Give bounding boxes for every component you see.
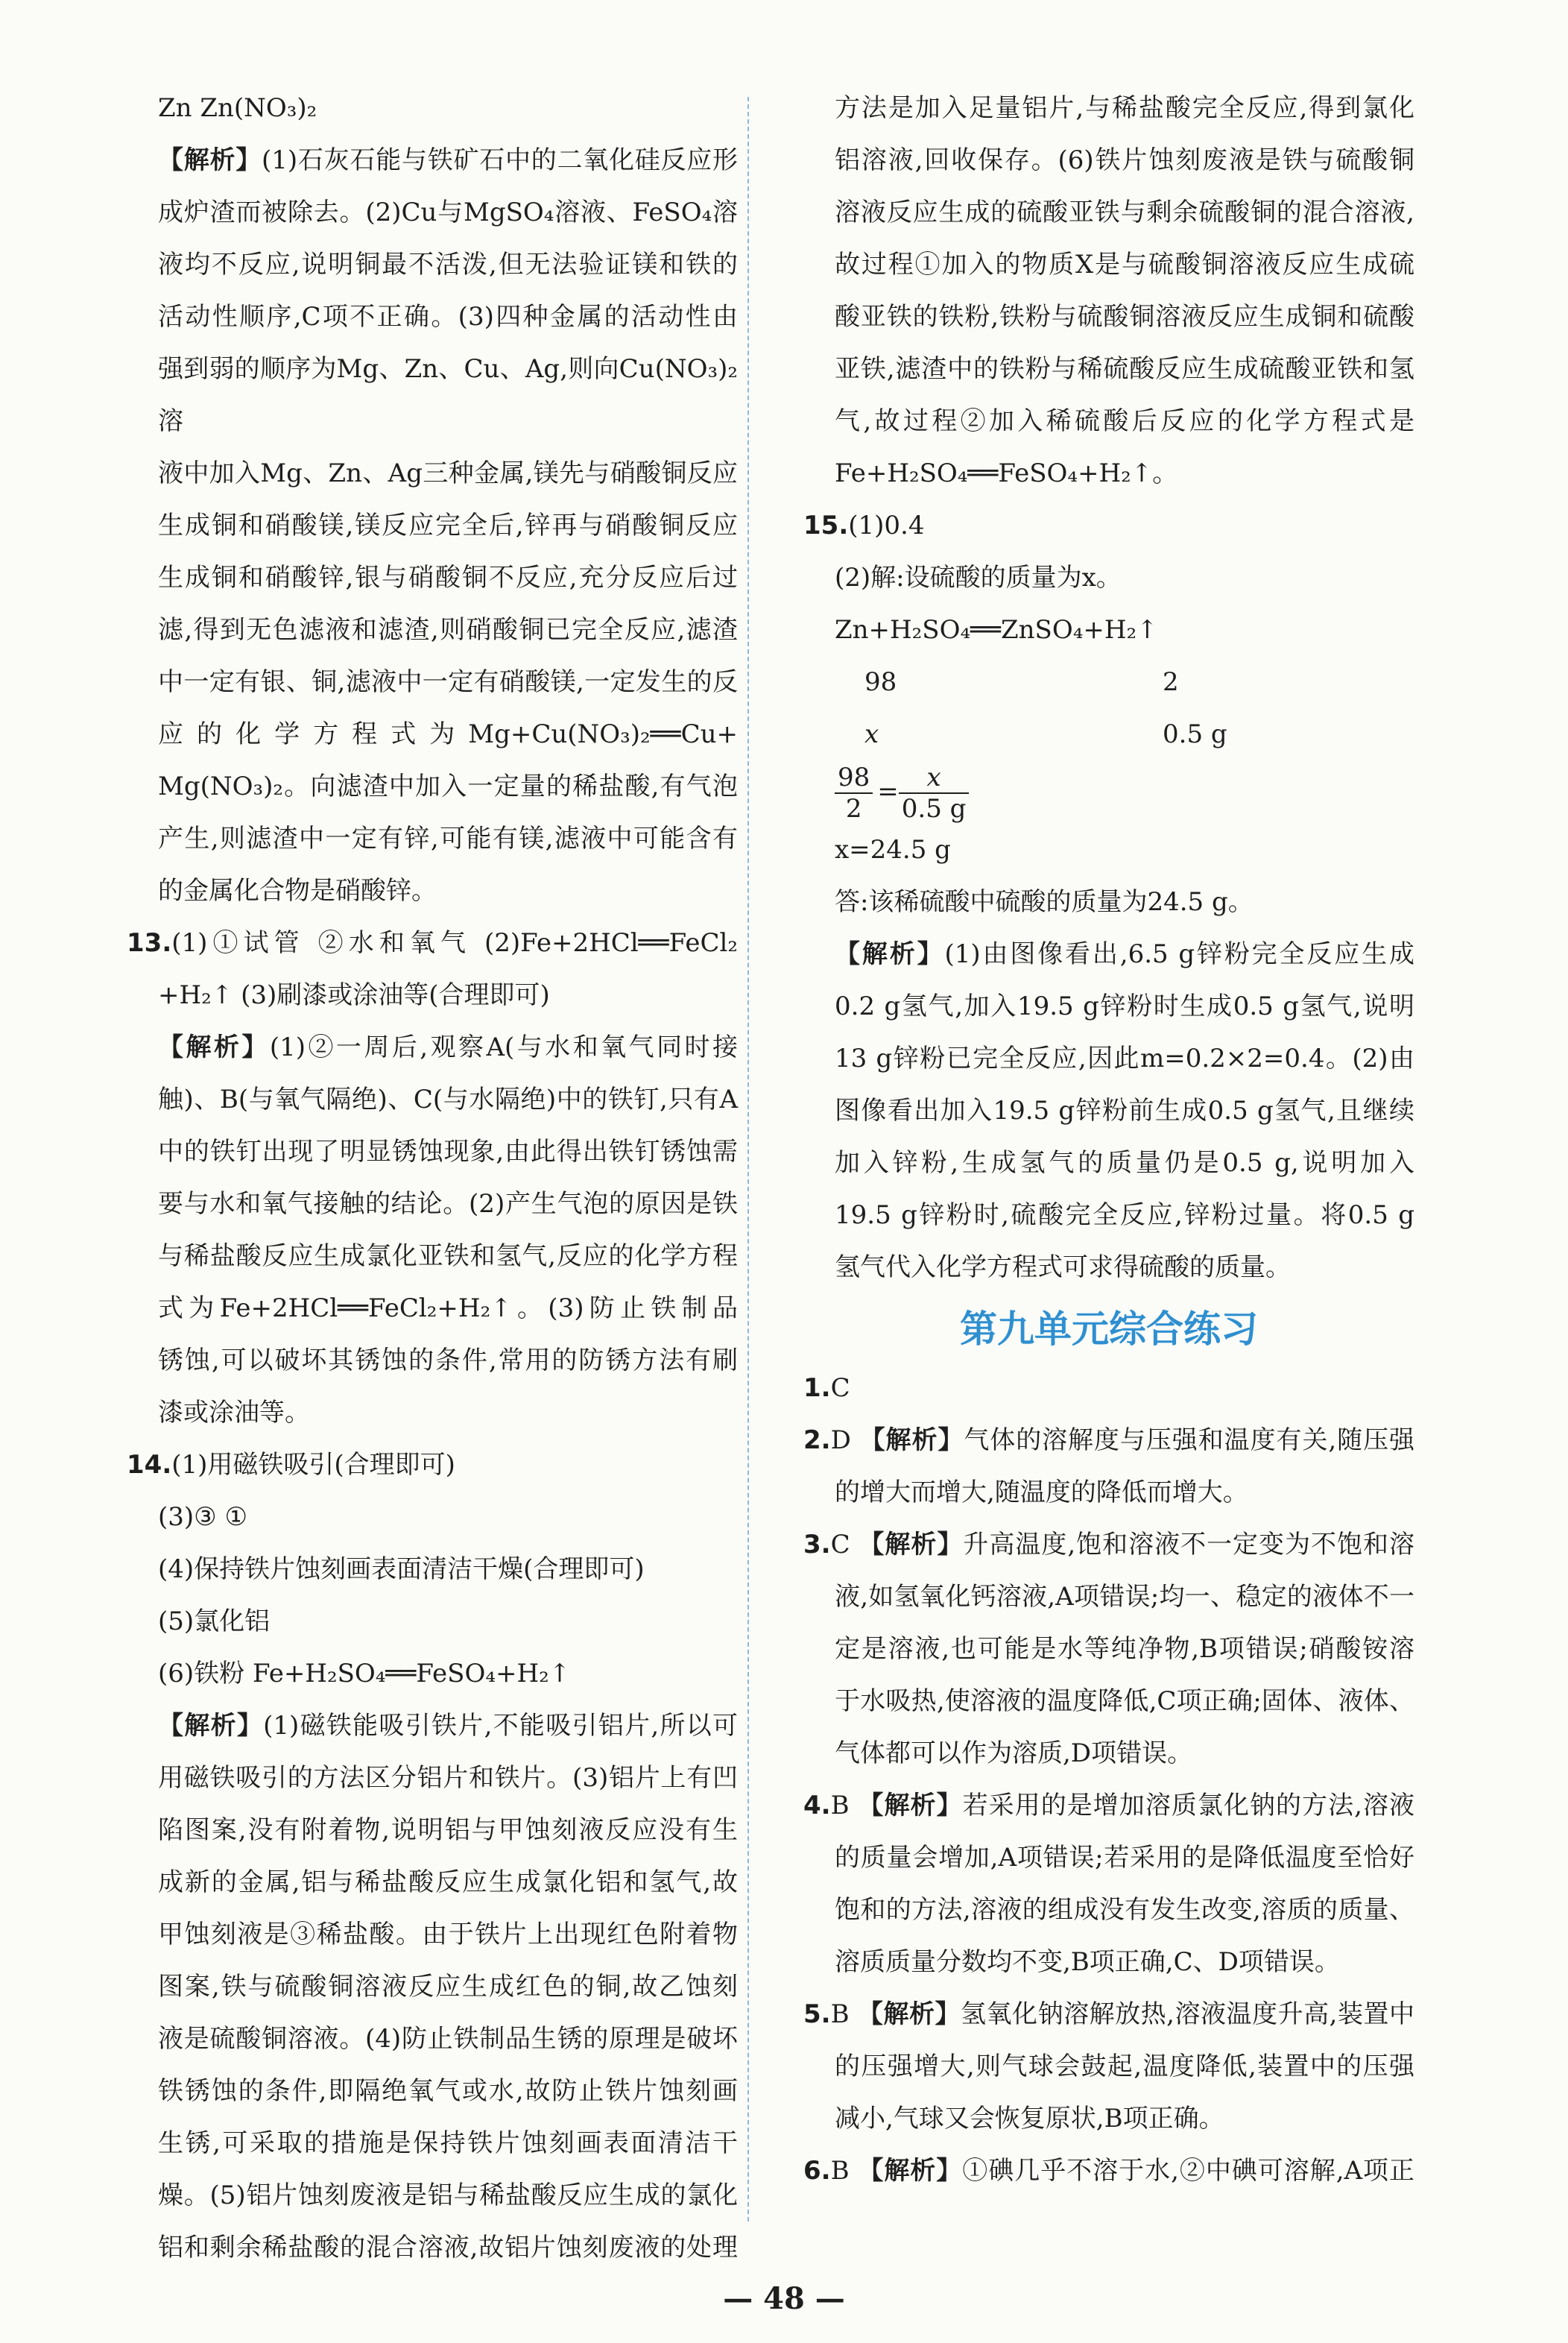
text-line [803, 1936, 1414, 1988]
line-text: (1)由图像看出,6.5 g锌粉完全反应生成 [944, 939, 1414, 969]
text-line [803, 1884, 1414, 1936]
text-line [127, 239, 738, 291]
analysis-tag: 【解析】 [857, 1999, 961, 2029]
text-line [803, 1832, 1414, 1884]
text-line [127, 552, 738, 604]
line-text: B [830, 1791, 859, 1820]
right-bottom-block [803, 1362, 1414, 2197]
line-text: Mg(NO₃)₂。向滤渣中加入一定量的稀盐酸,有气泡 [158, 772, 738, 801]
text-line [803, 1623, 1414, 1675]
proportion-equation: $\frac{98}{2}$ = $\frac{x}{0.5 g}$ [803, 760, 1414, 824]
text-line [803, 2093, 1414, 2145]
text-line [803, 1362, 1414, 1414]
text-line [803, 1675, 1414, 1727]
analysis-tag: 【解析】 [835, 939, 945, 969]
line-text: 的金属化合物是硝酸锌。 [158, 876, 437, 906]
line-text: 气,故过程②加入稀硫酸后反应的化学方程式是 [835, 406, 1414, 436]
text-line [803, 1571, 1414, 1623]
line-text: ①碘几乎不溶于水,②中碘可溶解,A项正 [962, 2156, 1415, 2186]
text-line [803, 239, 1414, 291]
text-line [803, 1189, 1414, 1241]
eq-value-0-5g: 0.5 g [1163, 719, 1227, 749]
line-text: 加入锌粉,生成氢气的质量仍是0.5 g,说明加入 [835, 1148, 1414, 1178]
line-text: 活动性顺序,C项不正确。(3)四种金属的活动性由 [158, 302, 738, 332]
line-text: D [830, 1425, 860, 1455]
text-line [127, 2013, 738, 2065]
line-text: (4)保持铁片蚀刻画表面清洁干燥(合理即可) [158, 1554, 645, 1584]
line-text: 强到弱的顺序为Mg、Zn、Cu、Ag,则向Cu(NO₃)₂溶 [158, 354, 738, 436]
question-number: 2. [803, 1425, 831, 1455]
line-text: 氢氧化钠溶解放热,溶液温度升高,装置中 [961, 1999, 1415, 2029]
line-text: 成新的金属,铝与稀盐酸反应生成氯化铝和氢气,故 [158, 1867, 738, 1897]
text-line [127, 1230, 738, 1282]
text-line [127, 1021, 738, 1073]
line-text: 锈蚀,可以破坏其锈蚀的条件,常用的防锈方法有刷 [158, 1346, 738, 1375]
text-line [803, 291, 1414, 343]
right-top-block [803, 82, 1414, 656]
text-line [127, 2065, 738, 2117]
text-line [127, 134, 738, 186]
text-line [803, 604, 1414, 656]
text-line [803, 82, 1414, 134]
line-text: 的增大而增大,随温度的降低而增大。 [835, 1478, 1248, 1507]
analysis-tag: 【解析】 [158, 1032, 270, 1062]
fraction-left: $\frac{98}{2}$ [835, 763, 873, 824]
line-text: 方法是加入足量铝片,与稀盐酸完全反应,得到氯化 [835, 93, 1414, 123]
text-line [803, 1988, 1414, 2040]
line-text: 亚铁,滤渣中的铁粉与稀硫酸反应生成硫酸亚铁和氢 [835, 354, 1414, 384]
text-line [127, 2117, 738, 2169]
text-line [803, 447, 1414, 499]
text-line [803, 499, 1414, 552]
text-line [127, 291, 738, 343]
line-text: 故过程①加入的物质X是与硫酸铜溶液反应生成硫 [835, 250, 1414, 280]
line-text: 定是溶液,也可能是水等纯净物,B项错误;硝酸铵溶 [835, 1634, 1414, 1664]
text-line [803, 186, 1414, 239]
equation-values-row [803, 656, 1414, 708]
line-text: (3)③ ① [158, 1502, 247, 1532]
line-text: 饱和的方法,溶液的组成没有发生改变,溶质的质量、 [835, 1895, 1414, 1925]
line-text: Fe+H₂SO₄══FeSO₄+H₂↑。 [835, 458, 1178, 488]
text-line [803, 552, 1414, 604]
line-text: 图像看出加入19.5 g锌粉前生成0.5 g氢气,且继续 [835, 1096, 1414, 1126]
line-text: C [830, 1373, 850, 1403]
line-text: 气体都可以作为溶质,D项错误。 [835, 1738, 1193, 1768]
question-number: 5. [803, 1999, 831, 2029]
analysis-tag: 【解析】 [859, 1530, 964, 1560]
text-line [127, 1178, 738, 1230]
line-text: 19.5 g锌粉时,硫酸完全反应,锌粉过量。将0.5 g [835, 1200, 1414, 1230]
text-line [127, 186, 738, 239]
text-line [127, 1961, 738, 2013]
line-text: 漆或涂油等。 [158, 1398, 310, 1428]
line-text: 要与水和氧气接触的结论。(2)产生气泡的原因是铁 [158, 1189, 738, 1219]
line-text: (6)铁粉 Fe+H₂SO₄══FeSO₄+H₂↑ [158, 1659, 571, 1688]
question-number: 14. [127, 1450, 172, 1480]
text-line [127, 813, 738, 865]
text-line [803, 928, 1414, 980]
line-text: 成炉渣而被除去。(2)Cu与MgSO₄溶液、FeSO₄溶 [158, 198, 738, 227]
line-text: (1)磁铁能吸引铁片,不能吸引铝片,所以可 [263, 1711, 739, 1741]
line-text: 中的铁钉出现了明显锈蚀现象,由此得出铁钉锈蚀需 [158, 1137, 738, 1167]
line-text: (1)0.4 [848, 511, 925, 540]
page-number: — 48 — [723, 2281, 845, 2316]
fraction-right: $\frac{x}{0.5 g}$ [899, 763, 970, 824]
text-line [803, 1466, 1414, 1519]
text-line [127, 1752, 738, 1804]
text-line [127, 1126, 738, 1178]
section-title: 第九单元综合练习 [960, 1308, 1258, 1351]
line-text: 气体的溶解度与压强和温度有关,随压强 [964, 1425, 1414, 1455]
text-line [803, 1032, 1414, 1085]
text-line [127, 1543, 738, 1595]
text-line [127, 1334, 738, 1387]
answer-line: 答:该稀硫酸中硫酸的质量为24.5 g。 [835, 887, 1254, 917]
line-text: 减小,气球又会恢复原状,B项正确。 [835, 2104, 1224, 2134]
text-line [127, 1282, 738, 1334]
line-text: 触)、B(与氧气隔绝)、C(与水隔绝)中的铁钉,只有A [158, 1085, 738, 1114]
line-text: 生锈,可采取的措施是保持铁片蚀刻画表面清洁干 [158, 2128, 738, 2158]
column-divider [747, 97, 749, 2221]
text-line [127, 447, 738, 499]
left-column [127, 82, 738, 2274]
text-line [127, 969, 738, 1021]
analysis-tag: 【解析】 [859, 1425, 964, 1455]
text-line [127, 1804, 738, 1856]
text-line [127, 82, 738, 134]
line-text: 产生,则滤渣中一定有锌,可能有镁,滤液中可能含有 [158, 824, 738, 854]
line-text: 升高温度,饱和溶液不一定变为不饱和溶 [963, 1530, 1414, 1560]
line-text: 图案,铁与硫酸铜溶液反应生成红色的铜,故乙蚀刻 [158, 1972, 738, 2002]
line-text: 13 g锌粉已完全反应,因此m=0.2×2=0.4。(2)由 [835, 1044, 1414, 1073]
line-text: 的压强增大,则气球会鼓起,温度降低,装置中的压强 [835, 2052, 1414, 2081]
right-column [803, 82, 1414, 2197]
text-line [803, 1085, 1414, 1137]
text-line [803, 395, 1414, 447]
result-line: x=24.5 g [835, 835, 951, 865]
text-line [127, 2221, 738, 2274]
text-line [127, 1073, 738, 1126]
text-line [803, 980, 1414, 1032]
text-line [127, 760, 738, 813]
question-number: 6. [803, 2156, 831, 2186]
line-text: Zn Zn(NO₃)₂ [158, 93, 317, 123]
line-text: 液中加入Mg、Zn、Ag三种金属,镁先与硝酸铜反应 [158, 458, 738, 488]
text-line [803, 1241, 1414, 1293]
text-line [127, 2169, 738, 2221]
line-text: 溶液反应生成的硫酸亚铁与剩余硫酸铜的混合溶液, [835, 198, 1414, 227]
text-line [127, 917, 738, 969]
text-line [127, 1700, 738, 1752]
line-text: (1)用磁铁吸引(合理即可) [171, 1450, 455, 1480]
line-text: 燥。(5)铝片蚀刻废液是铝与稀盐酸反应生成的氯化 [158, 2180, 738, 2210]
text-line [127, 343, 738, 447]
text-line [127, 604, 738, 656]
line-text: 铁锈蚀的条件,即隔绝氧气或水,故防止铁片蚀刻画 [158, 2076, 738, 2106]
line-text: 陷图案,没有附着物,说明铝与甲蚀刻液反应没有生 [158, 1815, 738, 1845]
line-text: Zn+H₂SO₄══ZnSO₄+H₂↑ [835, 615, 1158, 645]
text-line [127, 1491, 738, 1543]
line-text: 酸亚铁的铁粉,铁粉与硫酸铜溶液反应生成铜和硫酸 [835, 302, 1414, 332]
line-text: 氢气代入化学方程式可求得硫酸的质量。 [835, 1252, 1291, 1282]
line-text: C [830, 1530, 859, 1560]
text-line [127, 1595, 738, 1647]
text-line [803, 1137, 1414, 1189]
line-text: 铝和剩余稀盐酸的混合溶液,故铝片蚀刻废液的处理 [158, 2233, 738, 2262]
analysis-tag: 【解析】 [858, 2156, 963, 2186]
line-text: (1)②一周后,观察A(与水和氧气同时接 [269, 1032, 738, 1062]
line-text: 滤,得到无色滤液和滤渣,则硝酸铜已完全反应,滤渣 [158, 615, 738, 645]
text-line [127, 865, 738, 917]
text-line [803, 1414, 1414, 1466]
line-text: 液均不反应,说明铜最不活泼,但无法验证镁和铁的 [158, 250, 738, 280]
text-line [803, 2145, 1414, 2197]
line-text: 的质量会增加,A项错误;若采用的是降低温度至恰好 [835, 1843, 1414, 1873]
text-line [803, 1779, 1414, 1832]
text-line [803, 2040, 1414, 2093]
line-text: +H₂↑ (3)刷漆或涂油等(合理即可) [158, 980, 550, 1010]
line-text: B [830, 2156, 859, 2186]
eq-value-98: 98 [864, 667, 897, 697]
line-text: (2)解:设硫酸的质量为x。 [835, 563, 1122, 593]
eq-value-2: 2 [1163, 667, 1179, 697]
line-text: 若采用的是增加溶质氯化钠的方法,溶液 [962, 1791, 1415, 1820]
question-number: 1. [803, 1373, 831, 1403]
line-text: 生成铜和硝酸锌,银与硝酸铜不反应,充分反应后过 [158, 563, 738, 593]
line-text: 溶质质量分数均不变,B项正确,C、D项错误。 [835, 1947, 1340, 1977]
text-line [803, 1519, 1414, 1571]
line-text: 用磁铁吸引的方法区分铝片和铁片。(3)铝片上有凹 [158, 1763, 738, 1793]
text-line [127, 1908, 738, 1961]
eq-unknown-x: x [864, 719, 879, 749]
line-text: (1)①试管 ②水和氧气 (2)Fe+2HCl══FeCl₂ [171, 928, 738, 958]
line-text: 0.2 g氢气,加入19.5 g锌粉时生成0.5 g氢气,说明 [835, 991, 1414, 1021]
line-text: 液是硫酸铜溶液。(4)防止铁制品生锈的原理是破坏 [158, 2024, 738, 2054]
text-line [127, 1647, 738, 1700]
question-number: 3. [803, 1530, 831, 1560]
equation-unknowns-row [803, 708, 1414, 760]
line-text: 与稀盐酸反应生成氯化亚铁和氢气,反应的化学方程 [158, 1241, 738, 1271]
analysis-tag: 【解析】 [158, 145, 262, 175]
line-text: 中一定有银、铜,滤液中一定有硝酸镁,一定发生的反 [158, 667, 738, 697]
text-line [127, 1439, 738, 1491]
line-text: 应的化学方程式为Mg+Cu(NO₃)₂══Cu+ [158, 719, 738, 749]
line-text: 液,如氢氧化钙溶液,A项错误;均一、稳定的液体不一 [835, 1582, 1414, 1612]
text-line [803, 343, 1414, 395]
text-line [127, 656, 738, 708]
text-line [803, 1727, 1414, 1779]
analysis-tag: 【解析】 [858, 1791, 963, 1820]
question-number: 15. [803, 511, 849, 540]
line-text: 式为Fe+2HCl══FeCl₂+H₂↑。(3)防止铁制品 [158, 1293, 738, 1323]
text-line [127, 708, 738, 760]
text-line [127, 499, 738, 552]
line-text: 生成铜和硝酸镁,镁反应完全后,锌再与硝酸铜反应 [158, 511, 738, 540]
line-text: (5)氯化铝 [158, 1606, 271, 1636]
text-line [127, 1856, 738, 1908]
question-number: 4. [803, 1791, 831, 1820]
line-text: B [830, 1999, 858, 2029]
line-text: 于水吸热,使溶液的温度降低,C项正确;固体、液体、 [835, 1686, 1414, 1716]
analysis-tag: 【解析】 [158, 1711, 264, 1741]
question-number: 13. [127, 928, 172, 958]
line-text: 甲蚀刻液是③稀盐酸。由于铁片上出现红色附着物 [158, 1920, 738, 1949]
right-analysis-block [803, 928, 1414, 1293]
text-line [127, 1387, 738, 1439]
line-text: 铝溶液,回收保存。(6)铁片蚀刻废液是铁与硫酸铜 [835, 145, 1414, 175]
line-text: (1)石灰石能与铁矿石中的二氧化硅反应形 [262, 145, 738, 175]
text-line [803, 134, 1414, 186]
